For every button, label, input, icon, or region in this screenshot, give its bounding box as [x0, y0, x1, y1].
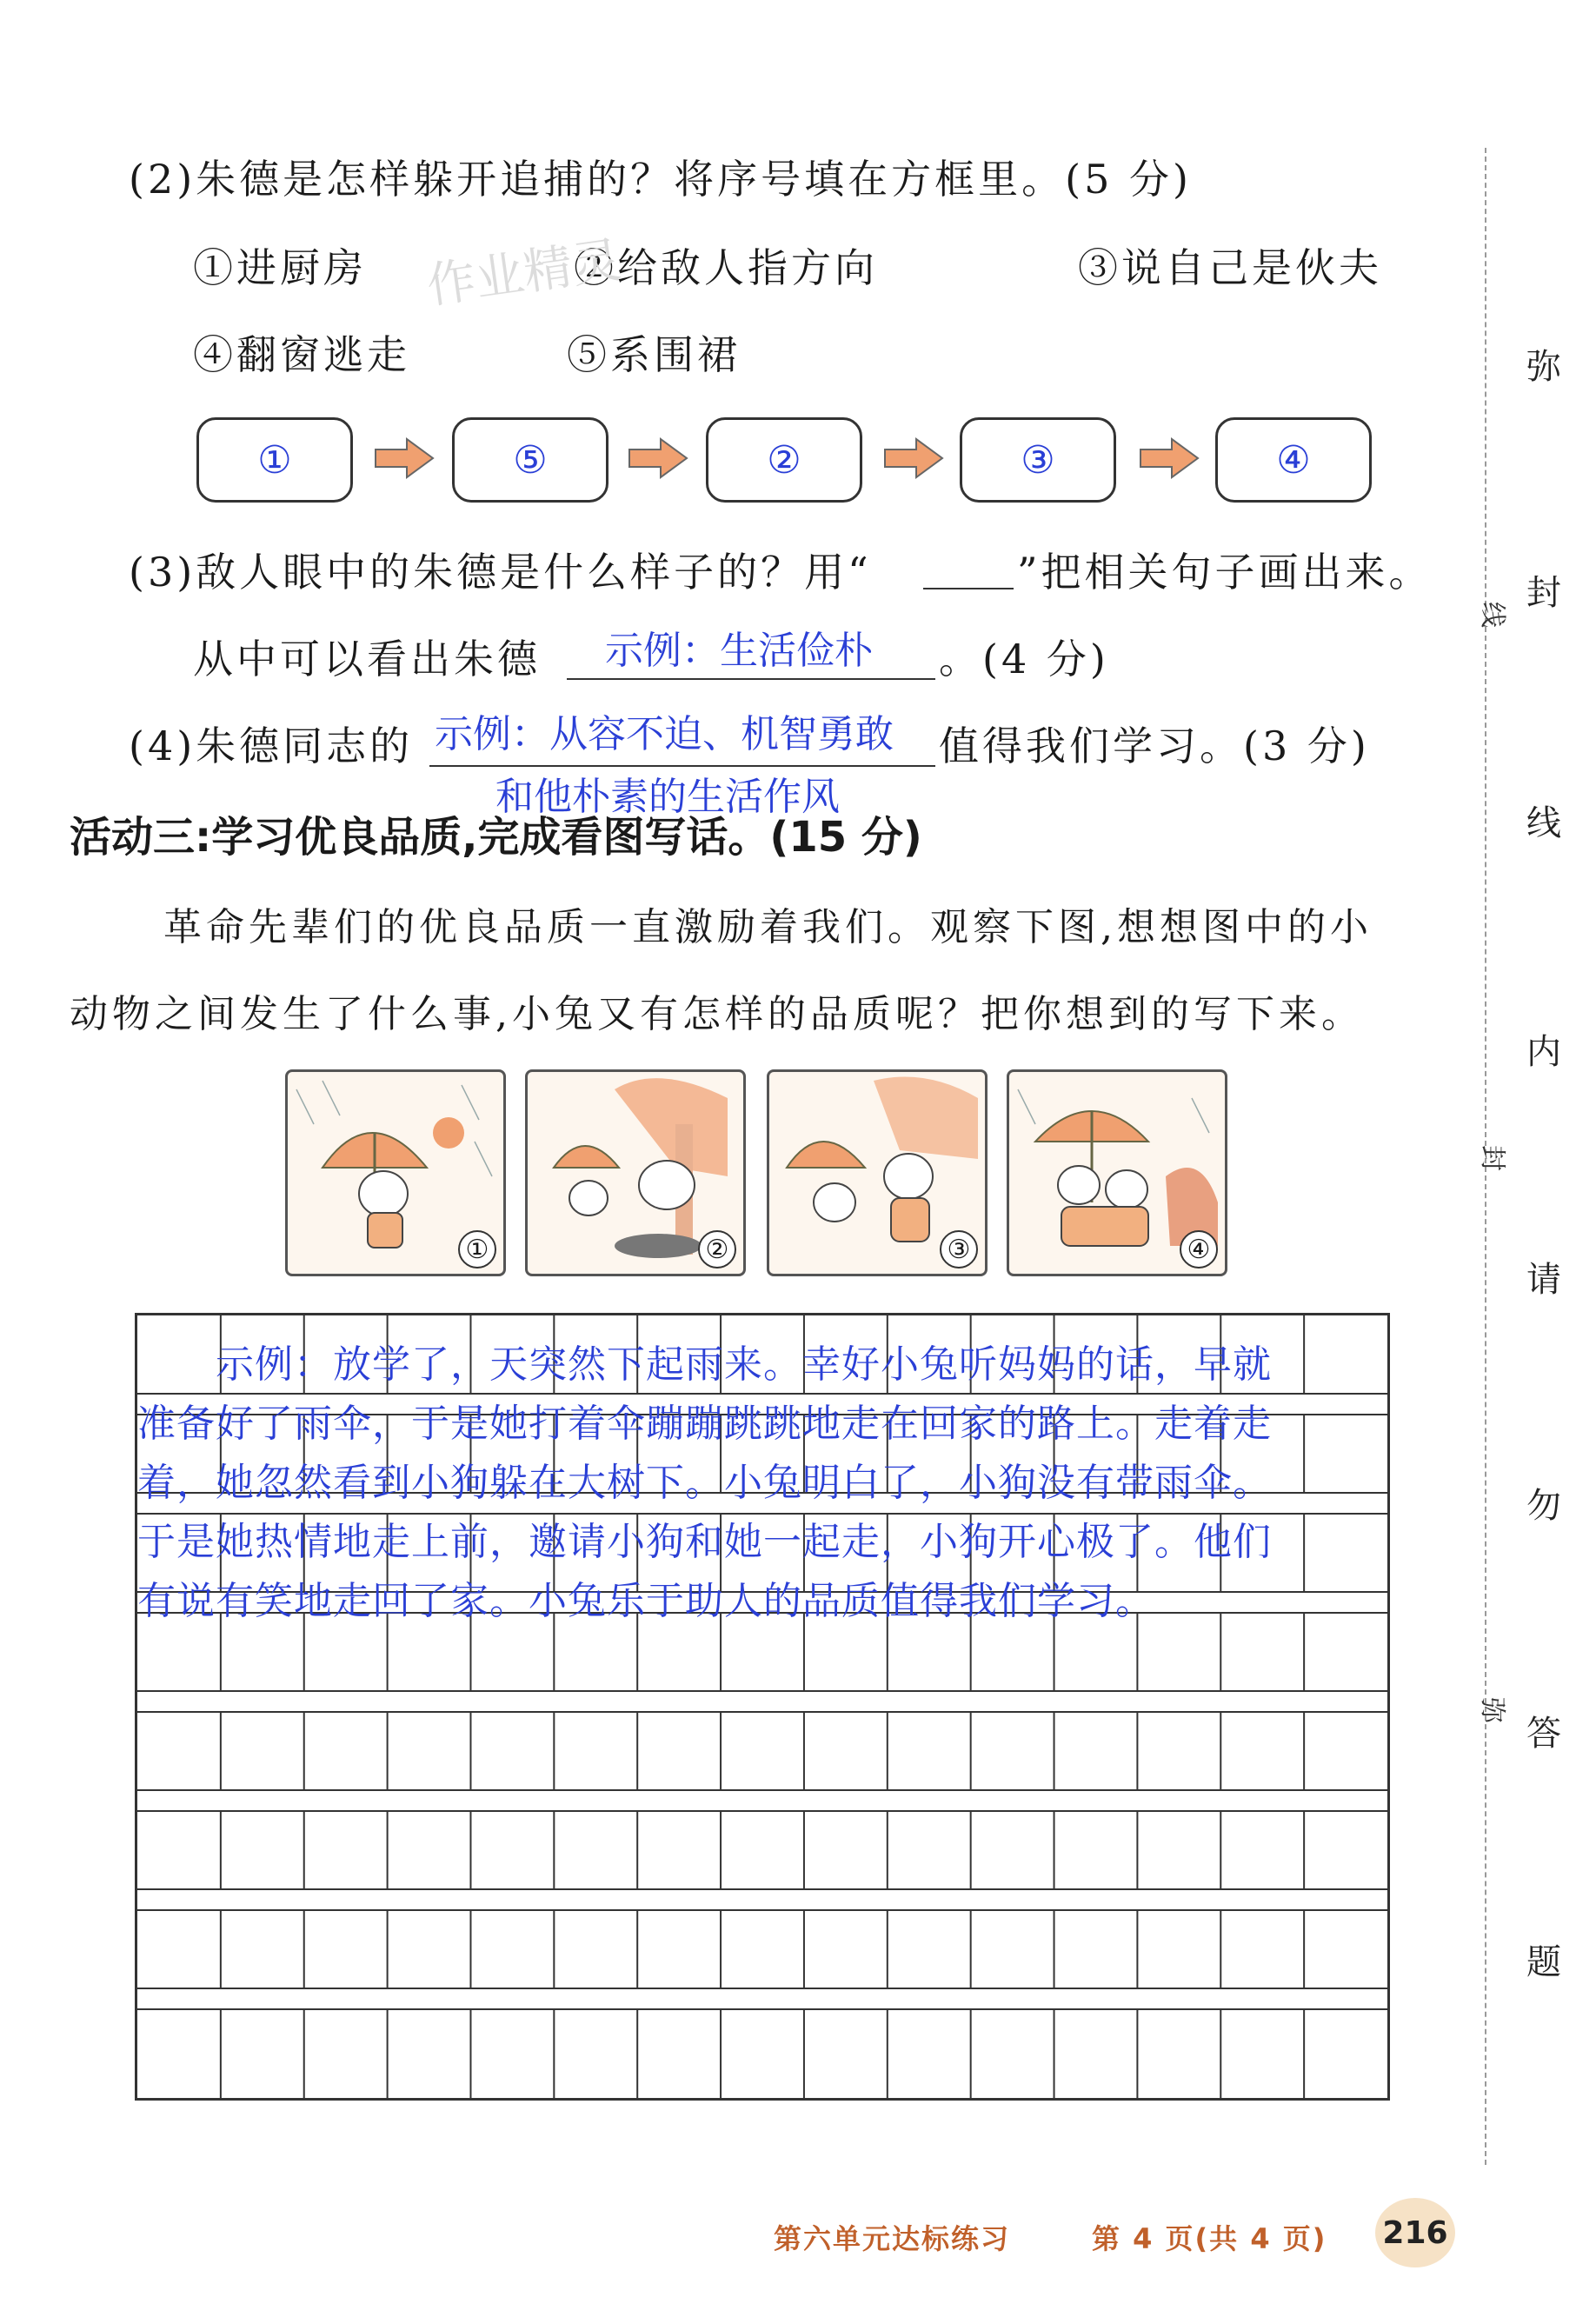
sequence-box-5[interactable]: ④ — [1215, 417, 1372, 503]
q4-prompt-a: (4)朱德同志的 — [129, 722, 414, 769]
q3-mark-blank — [923, 588, 1014, 589]
watermark: 作业精灵 — [423, 231, 625, 316]
page-number-badge: 216 — [1375, 2198, 1455, 2267]
q2-option-3: ③说自己是伙夫 — [1078, 244, 1382, 291]
margin-char-1: 弥 — [1526, 347, 1561, 387]
q3-prompt-c: 从中可以看出朱德 — [193, 636, 541, 683]
margin-char-5: 请 — [1526, 1260, 1561, 1300]
q4-answer-line1[interactable]: 示例：从容不迫、机智勇敢 — [435, 712, 894, 756]
picture-3 — [767, 1069, 988, 1276]
sequence-box-4[interactable]: ③ — [960, 417, 1116, 503]
picture-1 — [285, 1069, 506, 1276]
q2-prompt: (2)朱德是怎样躲开追捕的？将序号填在方框里。(5 分) — [129, 156, 1192, 203]
margin-char-7: 答 — [1526, 1714, 1561, 1754]
essay-line-2: 准备好了雨伞，于是她打着伞蹦蹦跳跳地走在回家的路上。走着走 — [137, 1402, 1272, 1446]
picture-2 — [525, 1069, 746, 1276]
arrow-right-icon — [374, 436, 435, 480]
q3-prompt-a: (3)敌人眼中的朱德是什么样子的？用“ — [129, 549, 872, 596]
q3-prompt-b: ”把相关句子画出来。 — [1017, 549, 1433, 596]
margin-char-2: 封 — [1526, 573, 1561, 613]
q2-option-4: ④翻窗逃走 — [193, 331, 410, 378]
margin-char-4: 内 — [1526, 1032, 1561, 1072]
essay-line-4: 于是她热情地走上前，邀请小狗和她一起走，小狗开心极了。他们 — [137, 1520, 1272, 1564]
arrow-right-icon — [1139, 436, 1200, 480]
q4-prompt-b: 值得我们学习。(3 分) — [939, 722, 1370, 769]
margin-char-8: 题 — [1526, 1942, 1561, 1982]
margin-char-3: 线 — [1526, 803, 1561, 843]
picture-number: ③ — [940, 1230, 978, 1269]
q3-answer-line — [567, 678, 935, 680]
picture-number: ① — [458, 1230, 496, 1269]
picture-4 — [1007, 1069, 1227, 1276]
arrow-right-icon — [628, 436, 688, 480]
sequence-box-1[interactable]: ① — [196, 417, 353, 503]
margin-char-6: 勿 — [1526, 1486, 1561, 1526]
q4-answer-line2[interactable]: 和他朴素的生活作风 — [495, 775, 840, 819]
margin-label-close: 弥 — [1477, 1697, 1507, 1723]
q3-score: 。(4 分) — [939, 636, 1109, 683]
picture-number: ④ — [1180, 1230, 1218, 1269]
q2-option-5: ⑤系围裙 — [567, 331, 741, 378]
margin-label-seal: 封 — [1477, 1145, 1507, 1171]
sequence-box-2[interactable]: ⑤ — [452, 417, 608, 503]
picture-number: ② — [698, 1230, 736, 1269]
essay-line-3: 着，她忽然看到小狗躲在大树下。小兔明白了，小狗没有带雨伞。 — [137, 1461, 1272, 1505]
activity3-title: 活动三:学习优良品质,完成看图写话。(15 分) — [70, 813, 922, 862]
footer-unit: 第六单元达标练习 — [774, 2222, 1011, 2255]
q2-option-1: ①进厨房 — [193, 244, 367, 291]
footer-page: 第 4 页(共 4 页) — [1092, 2222, 1327, 2255]
q3-answer[interactable]: 示例：生活俭朴 — [605, 629, 873, 673]
activity3-instructions-2: 动物之间发生了什么事,小兔又有怎样的品质呢？把你想到的写下来。 — [70, 992, 1364, 1036]
arrow-right-icon — [883, 436, 944, 480]
essay-line-1: 示例：放学了，天突然下起雨来。幸好小兔听妈妈的话，早就 — [137, 1342, 1272, 1387]
writing-grid[interactable] — [135, 1313, 1390, 2101]
q2-option-2: ②给敌人指方向 — [574, 244, 878, 291]
margin-label-line: 线 — [1477, 602, 1507, 628]
activity3-instructions-1: 革命先辈们的优良品质一直激励着我们。观察下图,想想图中的小 — [163, 905, 1373, 949]
sequence-box-3[interactable]: ② — [706, 417, 862, 503]
essay-line-5: 有说有笑地走回了家。小兔乐于助人的品质值得我们学习。 — [137, 1579, 1154, 1623]
